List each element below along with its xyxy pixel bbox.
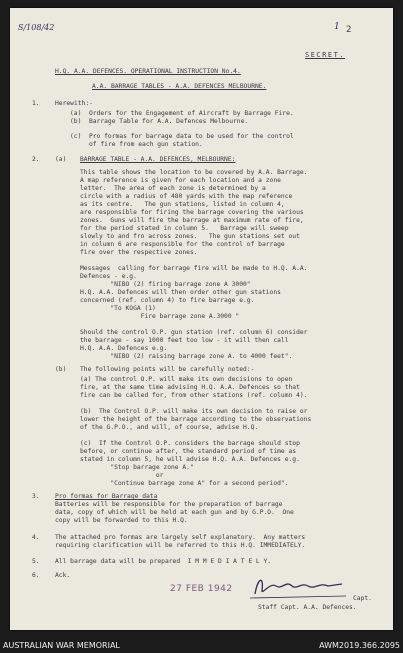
para1-item: (a) Orders for the Engagement of Aircraft by Barrage Fire. (70, 110, 294, 117)
signatory-rank: Capt. (353, 595, 372, 602)
para3-line: Batteries will be responsible for the preparation of barrage (55, 501, 283, 508)
body-b-line: stated in column 5, he will advise H.Q. A.A. Defences e.g. (80, 456, 300, 463)
body-a-line: Defences - e.g. (80, 273, 137, 280)
para4-number: 4. (32, 534, 40, 541)
para1-item: (b) Barrage Table for A.A. Defences Melbourne. (70, 118, 249, 125)
body-b-line: lower the height of the barrage according to the observations (80, 416, 312, 423)
document-heading: H.Q. A.A. DEFENCES. OPERATIONAL INSTRUCTION No.4. (55, 68, 241, 75)
body-b-line: "Continue barrage zone A" for a second period". (80, 480, 289, 487)
body-a-line: "NIBO (2) firing barrage zone A 3000" (80, 281, 251, 288)
para3-title: Pro formas for Barrage data (55, 493, 158, 500)
para6-number: 6. (32, 572, 40, 579)
archive-footer (0, 639, 403, 653)
para1-number: 1. (32, 100, 40, 107)
para2-sub-a: (a) (55, 156, 67, 163)
para1-item: of fire from each gun station. (70, 141, 203, 148)
body-b-line: of the G.P.O., and will, of course, advise H.Q. (80, 424, 259, 431)
body-b-line: "Stop barrage zone A." (80, 464, 194, 471)
archive-name: AUSTRALIAN WAR MEMORIAL (3, 641, 120, 650)
page-number: 2 (346, 25, 352, 35)
para2-sub-b: (b) (55, 366, 67, 373)
para6-text: Ack. (55, 572, 71, 579)
classification: SECRET. (305, 51, 346, 59)
signatory-title: Staff Capt. A.A. Defences. (258, 604, 357, 611)
tick-mark: 1 (334, 22, 340, 32)
barrage-table-title: BARRAGE TABLE - A.A. DEFENCES, MELBOURNE: (80, 156, 236, 163)
body-a-line: "To KOGA (1) (80, 305, 156, 312)
para4-line: The attached pro formas are largely self explanatory. Any matters (55, 534, 306, 541)
body-a-line: in column 6 are responsible for the control of barrage (80, 241, 285, 248)
para2-number: 2. (32, 156, 40, 163)
archive-id: AWM2019.366.2095 (319, 641, 400, 650)
body-a-line: H.Q. A.A. Defences will then order other gun stations (80, 289, 281, 296)
body-a-line: circle with a radius of 480 yards with the map reference (80, 193, 293, 200)
body-b-line: before, or continue after, the standard period of time as (80, 448, 297, 455)
body-b-line: fire, at the same time advising H.Q. A.A. Defences so that (80, 384, 300, 391)
body-a-line: zones. Guns will fire the barrage at maximum rate of fire, (80, 217, 304, 224)
body-a-line: Should the control O.P. gun station (ref. column 6) consider (80, 329, 308, 336)
body-a-line: are responsible for firing the barrage covering the various (80, 209, 304, 216)
para5-number: 5. (32, 558, 40, 565)
file-reference: S/108/42 (18, 23, 55, 32)
body-b-line: (b) The Control O.P. will make its own decision to raise or (80, 408, 308, 415)
body-a-line: letter. The area of each zone is determined by a (80, 185, 266, 192)
para4-line: requiring clarification will be referred to this H.Q. IMMEDIATELY. (55, 542, 306, 549)
body-a-line: for the period stated in column 5. Barrage will sweep (80, 225, 289, 232)
document-page (10, 8, 393, 630)
body-b-line: fire can be called for, from other stations (ref. column 4). (80, 392, 308, 399)
para3-line: copy will be forwarded to this H.Q. (55, 517, 188, 524)
body-a-line: the barrage - say 1000 feet too low - it will then call (80, 337, 289, 344)
signature (250, 572, 350, 602)
body-a-line: slowly to and fro across zones. The gun stations set out (80, 233, 300, 240)
para1-intro: Herewith:- (55, 100, 93, 107)
body-a-line: concerned (ref. column 4) to fire barrage e.g. (80, 297, 255, 304)
body-a-line: This table shows the location to be covered by A.A. Barrage. (80, 169, 308, 176)
body-a-line: fire over the respective zones. (80, 249, 198, 256)
body-a-line: "NIBO (2) raising barrage zone A. to 4000 feet". (80, 353, 293, 360)
body-a-line: Fire barrage zone A.3000 " (80, 313, 240, 320)
para1-item: (c) Pro formas for barrage data to be used for the control (70, 133, 294, 140)
para5-text: All barrage data will be prepared I M M E D I A T E L Y. (55, 558, 272, 565)
para3-number: 3. (32, 493, 40, 500)
body-a-line: H.Q. A.A. Defences e.g. (80, 345, 168, 352)
body-a-line: A map reference is given for each location and a zone (80, 177, 281, 184)
body-a-line: as its centre. The gun stations, listed in column 4, (80, 201, 285, 208)
body-b-line: (a) The control O.P. will make its own decisions to open (80, 376, 293, 383)
para2-intro-b: The following points will be carefully noted:- (80, 366, 255, 373)
document-subheading: A.A. BARRAGE TABLES - A.A. DEFENCES MELBOURNE. (92, 83, 267, 90)
body-b-line: (c) If the Control O.P. considers the barrage should stop (80, 440, 300, 447)
body-a-line: Messages calling for barrage fire will be made to H.Q. A.A. (80, 265, 308, 272)
body-b-line: or (80, 472, 164, 479)
para3-line: data, copy of which will be held at each gun and by G.P.O. One (55, 509, 294, 516)
date-stamp: 27 FEB 1942 (170, 584, 233, 594)
